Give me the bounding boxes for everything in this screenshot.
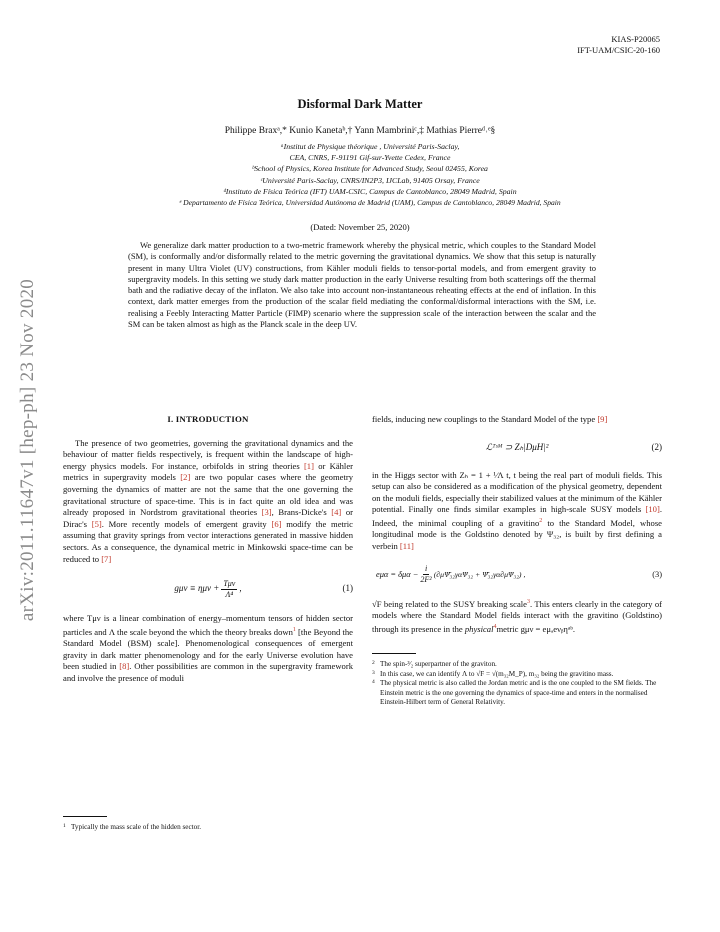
affiliation-line: ᵃInstitut de Physique théorique , Université Paris-Saclay, [280, 142, 460, 151]
arxiv-id: arXiv:2011.11647v1 [hep-ph] 23 Nov 2020 [17, 278, 38, 622]
citation-link[interactable]: [8] [119, 661, 130, 672]
citation-link[interactable]: [1] [303, 460, 314, 471]
citation-link[interactable]: [10] [645, 504, 660, 515]
equation-1: gμν ≡ ημν + $\frac{\text{Tμν}}{\text{Λ⁴}}$ , (1) [174, 578, 353, 599]
section-heading: I. INTRODUCTION [167, 414, 249, 424]
footnote-link[interactable]: 4 [493, 623, 497, 630]
footnote: 1 Typically the mass scale of the hidden sector. [63, 823, 202, 831]
citation-link[interactable]: [2] [180, 472, 191, 483]
equation-3: eμα = δμα − $\frac{i}{\text{2F²}}$ (∂μΨ̄₃₂γαΨ₃₂ + Ψ̄₃₂γα∂μΨ₃₂) , (3) [376, 564, 662, 585]
author-list: Philippe Braxᵃ,* Kunio Kanetaᵇ,† Yann Mambriniᶜ,‡ Mathias Pierreᵈ˒ᵉ§ [224, 126, 496, 136]
footnote-rule [63, 816, 107, 817]
left-column [63, 414, 353, 685]
affiliation-line: ᵇSchool of Physics, Korea Institute for Advanced Study, Seoul 02455, Korea [252, 164, 488, 174]
footnote-link[interactable]: 3 [526, 598, 530, 605]
equation-number: (3) [652, 569, 662, 579]
citation-link[interactable]: [7] [101, 553, 112, 564]
abstract: We generalize dark matter production to a two-metric framework whereby the physical metric, which couples to the Standard Model (SM), is conformally and/or disformally related to the metric governing the gravitational dynamics. We show that this setup is naturally present in many Ultra Violet (UV) constructions, from Kähler moduli fields to tensor-portal models, and from emergent gravity to supergravity models. In this setting we study dark matter production in the early Universe resulting from both scatterings off the thermal bath and the radiative decay of the inflaton. We also take into account non-instantaneous reheating effects at the end of inflation. In this context, dark matter emerges from the production of the scalar field mediating the conformal/disformal interactions with the SM, i.e. realising a Feebly Interacting Matter Particle (FIMP) scenario where the suppression scale of the interaction between the scalar and the SM can be taken almost as high as the Planck scale in the deep UV. [128, 240, 596, 330]
affiliation-line: ᵉ Departamento de Física Teórica, Universidad Autónoma de Madrid (UAM), Campus de Cantoblanco, 28049 Madrid, Spain [179, 198, 561, 208]
right-column [372, 414, 662, 708]
report-number: IFT-UAM/CSIC-20-160 [577, 45, 660, 55]
report-numbers [577, 34, 660, 56]
affiliations [40, 141, 700, 208]
affiliation-line: ᶜUniversité Paris-Saclay, CNRS/IN2P3, IJCLab, 91405 Orsay, France [260, 175, 480, 185]
citation-link[interactable]: [3] [261, 507, 272, 518]
footnote-rule [372, 653, 416, 654]
date-line: (Dated: November 25, 2020) [310, 222, 410, 232]
arxiv-sidebar-stamp [16, 240, 40, 660]
citation-link[interactable]: [6] [271, 518, 282, 529]
citation-link[interactable]: [4] [331, 507, 342, 518]
citation-link[interactable]: [9] [597, 414, 608, 424]
footnote-link[interactable]: 2 [539, 517, 543, 524]
footnote-link[interactable]: 1 [292, 626, 296, 633]
footnote: 3 In this case, we can identify Λ to √F = √(m₃₂M_P), m₃₂ being the gravitino mass. [372, 669, 614, 678]
citation-link[interactable]: [5] [91, 518, 102, 529]
footnote: 2 The spin-³⁄₂ superpartner of the graviton. [372, 660, 497, 669]
body-paragraph: √F being related to the SUSY breaking scale$^3$. This enters clearly in the category of models where the Standard Model fields interact with the gravitino (Goldstino) through its presence in the physical$^4$metric gμν = eμₐeνᵦηᵃᵇ. [372, 598, 662, 634]
affiliation-line: ᵈInstituto de Física Teórica (IFT) UAM-CSIC, Campus de Cantoblanco, 28049 Madrid, Spain [223, 186, 517, 196]
body-paragraph: in the Higgs sector with Zₕ = 1 + ¹⁄Λ t, t being the real part of moduli fields. This setup can also be considered as a modification of the physical geometry, dependent on the moduli fields, especially their stabilized values at the minimum of the Kähler potential. Finally one finds similar examples in high-scale SUSY models [10]. Indeed, the minimal coupling of a gravitino$^2$ to the Standard Model, whose longitudinal mode is the Goldstino denoted by Ψ₃₂, is built by first defining a verbein [11] [372, 469, 662, 552]
affiliation-line: CEA, CNRS, F-91191 Gif-sur-Yvette Cedex, France [289, 153, 451, 163]
paper-title: Disformal Dark Matter [297, 97, 423, 111]
left-footnotes [63, 806, 353, 833]
equation-number: (1) [342, 583, 353, 594]
equation-2: ℒᵀˢᴹ ⊃ Zₕ|DμH|² (2) [485, 441, 662, 452]
intro-paragraph: where Tμν is a linear combination of energy–momentum tensors of hidden sector particles and Λ the scale beyond the which the theory breaks down$^1$ [the Beyond the Standard Model (BSM) scale]. Phenomenological consequences of emergent gravity in dark matter phenomenology and for the early Universe evolution have been studied in [8]. Other possibilities are common in the supergravity framework and involve the presence of moduli [63, 613, 353, 683]
report-number: KIAS-P20065 [611, 34, 660, 44]
citation-link[interactable]: [11] [399, 541, 414, 552]
body-paragraph: fields, inducing new couplings to the Standard Model of the type [9] [372, 414, 608, 424]
intro-paragraph: The presence of two geometries, governing the gravitational dynamics and the behaviour of matter fields respectively, is frequent within the landscape of high-energy physics models. For instance, orbifolds in string theories [1] or Kähler metrics in supergravity models [2] are two popular cases where the geometry governing the dynamics of matter are not the same that the one governing the gravitational structure of space-time. This is in fact quite an old idea and was already proposed in Nordstrom gravitational theories [3], Brans-Dicke's [4] or Dirac's [5]. More recently models of emergent gravity [6] modify the metric assuming that gravity springs from vector interactions generated in massive hidden sectors. As a consequence, the dynamical metric in Minkowski space-time can be reduced to [7] [63, 437, 353, 564]
footnote: 4 The physical metric is also called the Jordan metric and is the one coupled to the SM fields. The Einstein metric is the one governing the dynamics of space-time and enters in the normalised Einstein-Hilbert term of General Relativity. [372, 679, 657, 707]
equation-number: (2) [651, 441, 662, 452]
